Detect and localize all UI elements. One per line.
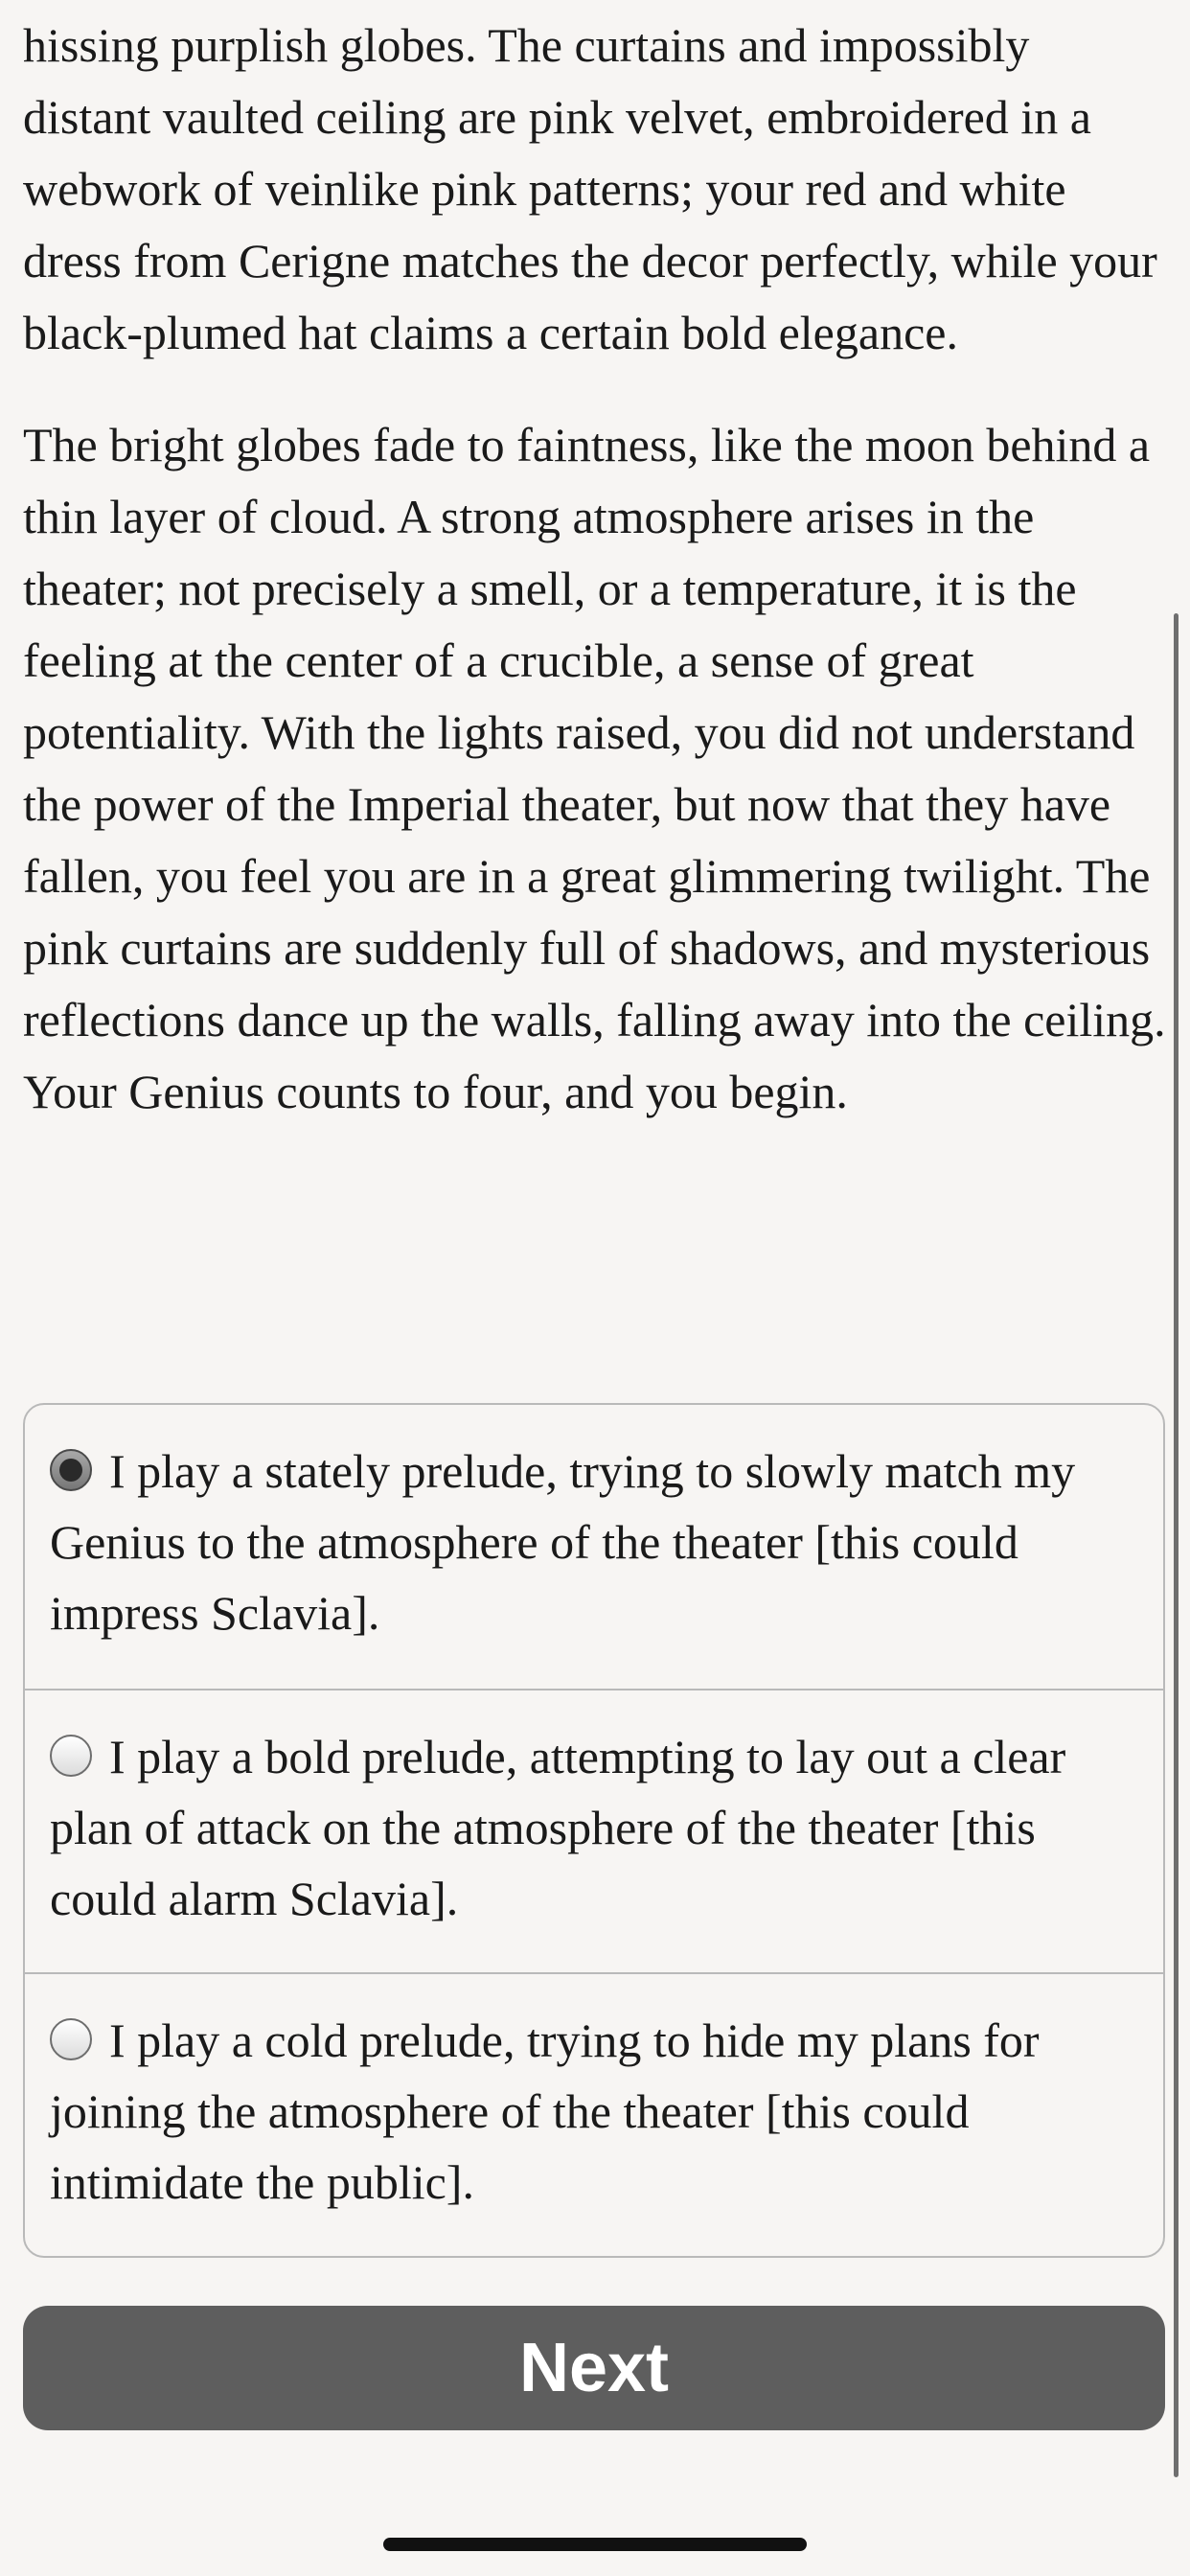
next-button[interactable]: Next [23, 2306, 1165, 2430]
home-indicator[interactable] [383, 2538, 807, 2551]
choice-label: I play a cold prelude, trying to hide my plans for joining the atmosphere of the theater [this could intimidate the public]. [50, 2013, 1040, 2209]
choice-option-stately[interactable] [25, 1405, 1163, 1689]
story-text [23, 0, 1167, 1128]
story-paragraph: hissing purplish globes. The curtains and impossibly distant vaulted ceiling are pink velvet, embroidered in a webwork of veinlike pink patterns; your red and white dress from Cerigne matches the decor perfectly, while your black-plumed hat claims a certain bold elegance. [23, 18, 1157, 359]
radio-selected-icon[interactable] [50, 1449, 92, 1491]
choice-label: I play a bold prelude, attempting to lay out a clear plan of attack on the atmosphere of the theater [this could alarm Sclavia]. [50, 1730, 1066, 1925]
choice-option-bold[interactable] [25, 1689, 1163, 1972]
radio-unselected-icon[interactable] [50, 1735, 92, 1777]
story-paragraph: The bright globes fade to faintness, like the moon behind a thin layer of cloud. A strong atmosphere arises in the theater; not precisely a smell, or a temperature, it is the feeling at the center of a crucible, a sense of great potentiality. With the lights raised, you did not understand the power of the Imperial theater, but now that they have fallen, you feel you are in a great glimmering twilight. The pink curtains are suddenly full of shadows, and mysterious reflections dance up the walls, falling away into the ceiling. Your Genius counts to four, and you begin. [23, 418, 1166, 1118]
scrollbar[interactable] [1174, 613, 1179, 2477]
choice-label: I play a stately prelude, trying to slowly match my Genius to the atmosphere of the theater [this could impress Sclavia]. [50, 1444, 1076, 1640]
choice-list [23, 1403, 1165, 2258]
radio-unselected-icon[interactable] [50, 2018, 92, 2060]
choice-option-cold[interactable] [25, 1972, 1163, 2256]
page-content [23, 0, 1167, 2406]
